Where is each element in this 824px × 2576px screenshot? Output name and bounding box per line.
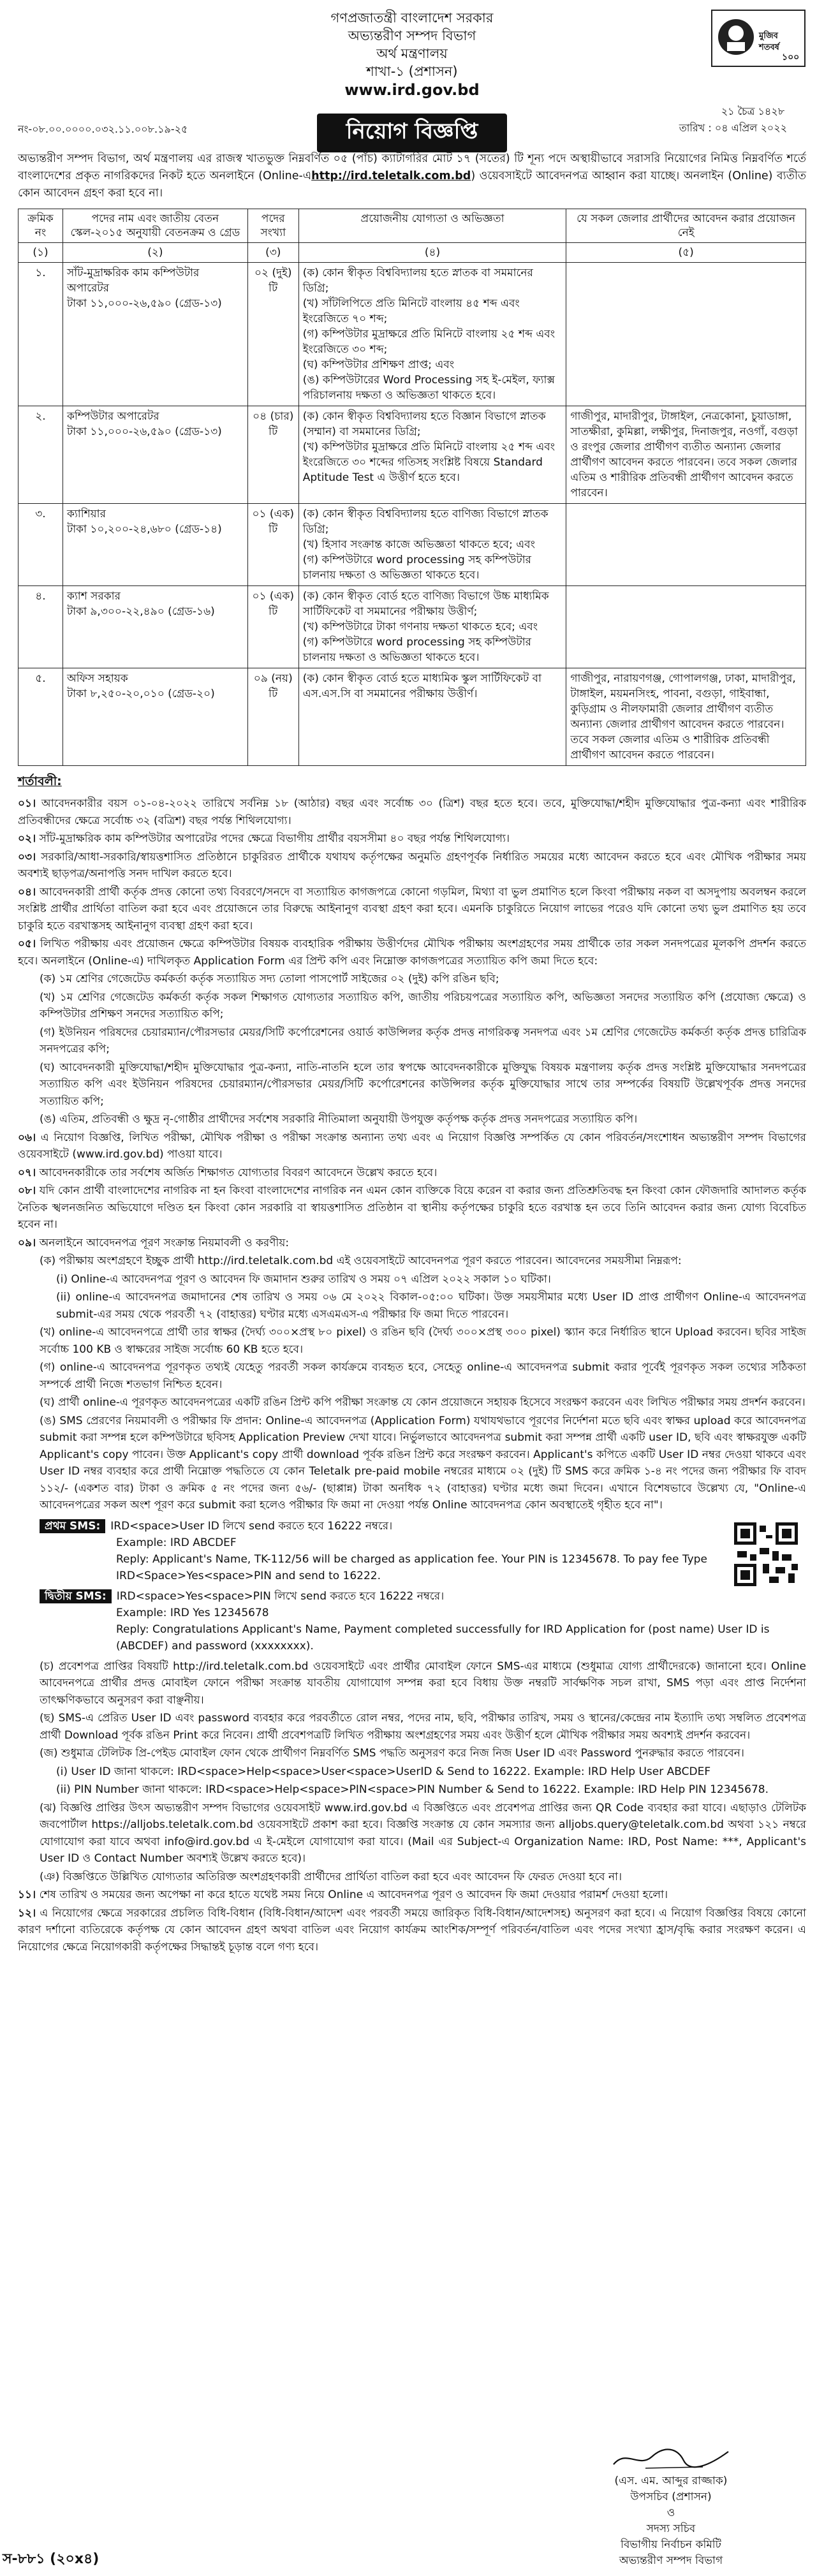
condition-clause <box>18 1324 806 1358</box>
col-header-sl: ক্রমিক নং <box>18 209 63 243</box>
footer-code: স-৮৮১ (২০x৪) <box>3 2551 99 2567</box>
condition-clause <box>18 1905 806 1956</box>
svg-text:শতবর্ষ: শতবর্ষ <box>759 43 779 52</box>
condition-clause <box>18 1658 806 1709</box>
clause-text: আবেদনকারীকে তার সর্বশেষ অর্জিত শিক্ষাগত যোগ্যতার বিবরণ আবেদনে উল্লেখ করতে হবে। <box>39 1166 438 1179</box>
post-name: ক্যাশিয়ার <box>66 508 106 520</box>
condition-clause <box>18 1781 806 1799</box>
clause-number: ০৮। <box>18 1184 36 1197</box>
sms-second-command: IRD<space>Yes<space>PIN লিখে send করতে হবে 16222 নম্বরে। <box>116 1589 445 1603</box>
signatory-title-1: উপসচিব (প্রশাসন) <box>630 2491 712 2503</box>
condition-clause <box>18 1182 806 1233</box>
clause-text: আবেদনকারীর বয়স ০১-০৪-২০২২ তারিখে সর্বনিম্ন ১৮ (আঠার) বছর এবং সর্বোচ্চ ৩০ (ত্রিশ) বছর হতে হবে। তবে, মুক্তিযোদ্ধা/শহীদ মুক্তিযোদ্ধার পুত্র-কন্যা এবং শারীরিক প্রতিবন্ধীদের ক্ষেত্রে সর্বোচ্চ ৩২ (বত্রিশ) বছর পর্যন্ত শিথিলযোগ্য। <box>18 797 806 827</box>
sms-instructions <box>40 1518 806 1654</box>
condition-clause <box>18 1253 806 1270</box>
clause-number: ১২। <box>18 1906 36 1920</box>
qualification-item: (ক) কোন স্বীকৃত বিশ্ববিদ্যালয় হতে স্নাতক বা সমমানের ডিগ্রি; <box>302 267 533 295</box>
clause-text: (ক) ১ম শ্রেণির গেজেটেড কর্মকর্তা কর্তৃক সত্যায়িত সদ্য তোলা পাসপোর্ট সাইজের ০২ (দুই) কপি রঙিন ছবি; <box>40 973 499 985</box>
notice-page <box>18 9 806 1957</box>
clause-number: ০৩। <box>18 850 36 864</box>
clause-number: ০৭। <box>18 1166 36 1179</box>
sms-first-label: প্রথম SMS: <box>40 1519 105 1533</box>
clause-text: সাঁট-মুদ্রাক্ষরিক কাম কম্পিউটার অপারেটর পদের ক্ষেত্রে বিভাগীয় প্রার্থীর বয়সসীমা ৪০ বছর পর্যন্ত শিথিলযোগ্য। <box>39 832 510 845</box>
conditions-title: শর্তাবলী: <box>18 774 62 788</box>
signatory-title-4: বিভাগীয় নির্বাচন কমিটি <box>621 2538 721 2551</box>
qualification-item: (গ) কম্পিউটারে word processing সহ কম্পিউটার চালনায় দক্ষতা ও অভিজ্ঞতা থাকতে হবে। <box>302 554 532 582</box>
qr-code-icon[interactable] <box>731 1519 801 1589</box>
date-bangla: ২১ চৈত্র ১৪২৮ <box>721 105 785 117</box>
col-header-excluded: যে সকল জেলার প্রার্থীদের আবেদন করার প্রয়োজন নেই <box>566 209 806 243</box>
cell-excluded-districts: গাজীপুর, মাদারীপুর, টাঙ্গাইল, নেত্রকোনা, চুয়াডাঙ্গা, সাতক্ষীরা, কুমিল্লা, লক্ষীপুর, দিনাজপুর, নওগাঁ, বগুড়া ও রংপুর জেলার প্রার্থীগণ ব্যতীত অন্যান্য জেলার প্রার্থীগণ আবেদন করতে পারবেন। তবে সকল জেলার এতিম ও শারীরিক প্রতিবন্ধী প্রার্থীগণ আবেদন করতে পারবেন। <box>566 406 806 504</box>
condition-clause <box>18 1111 806 1128</box>
cell-sl: ১. <box>18 263 63 406</box>
clause-text: (ঙ) এতিম, প্রতিবন্ধী ও ক্ষুদ্র নৃ-গোষ্ঠীর প্রার্থীদের সর্বশেষ সরকারি নীতিমালা অনুযায়ী উপযুক্ত কর্তৃপক্ষ কর্তৃক প্রদত্ত সনদপত্রের সত্যায়িত কপি। <box>40 1113 638 1126</box>
signature-block <box>575 2443 767 2569</box>
cell-excluded-districts <box>566 504 806 586</box>
clause-text: সরকারি/আধা-সরকারি/স্বায়ত্তশাসিত প্রতিষ্ঠানে চাকুরিরত প্রার্থীকে যথাযথ কর্তৃপক্ষের অনুমতি গ্রহণপূর্বক নির্ধারিত সময়ের মধ্যে আবেদন করতে হবে এবং মৌখিক পরীক্ষার সময় অবশ্যই ছাড়পত্র/অনাপত্তি সনদ দাখিল করতে হবে। <box>18 850 806 880</box>
clause-text: এ নিয়োগ বিজ্ঞপ্তি, লিখিত পরীক্ষা, মৌখিক পরীক্ষা ও পরীক্ষা সংক্রান্ত অন্যান্য তথ্য এবং এ নিয়োগ বিজ্ঞপ্তি সম্পর্কিত যে কোন পরিবর্তন/সংশোধন অভ্যন্তরীণ সম্পদ বিভাগের ওয়েবসাইটে (www.ird.gov.bd) পাওয়া যাবে। <box>18 1131 806 1161</box>
clause-text: (ঝ) বিজ্ঞপ্তি প্রাপ্তির উৎস অভ্যন্তরীণ সম্পদ বিভাগের ওয়েবসাইট www.ird.gov.bd এ বিজ্ঞপ্তিতে এবং প্রবেশপত্র প্রাপ্তির জন্য QR Code ব্যবহার করা যাবে। এছাড়াও টেলিটক জবপোর্টাল https://alljobs.teletalk.com.bd ওয়েবসাইটে প্রকাশ করা হবে। বিজ্ঞপ্তি সংক্রান্ত যে কোন সমস্যার জন্য alljobs.query@teletalk.com.bd অথবা ১২১ নম্বরে যোগাযোগ করা যাবে অথবা info@ird.gov.bd এ ই-মেইলে যোগাযোগ করা যাবে। (Mail এর Subject-এ Organization Name: IRD, Post Name: ***, Applicant's User ID ও Contact Number অবশ্যই উল্লেখ করতে হবে)। <box>40 1801 806 1865</box>
signatory-title-2: ও <box>666 2506 675 2519</box>
clause-number: ০১। <box>18 797 36 810</box>
condition-clause <box>18 1710 806 1744</box>
qualification-item: (খ) সাঁটলিপিতে প্রতি মিনিটে বাংলায় ৪৫ শব্দ এবং ইংরেজিতে ৭০ শব্দ; <box>302 297 520 325</box>
table-row <box>18 504 806 586</box>
cell-sl: ৫. <box>18 668 63 766</box>
table-row <box>18 586 806 668</box>
clause-text: এ নিয়োগের ক্ষেত্রে সরকারের প্রচলিত বিধি-বিধান (বিধি-বিধান/আদেশ এবং পরবর্তী সময়ে জারিকৃত বিধি-বিধান/আদেশসহ) অনুসরণ করা হবে। এ নিয়োগ বিজ্ঞপ্তির বিষয়ে কোনো কারণ দর্শানো ব্যতিরেকে কর্তৃপক্ষ যে কোন আবেদন গ্রহণ অথবা বাতিল এবং নিয়োগ কার্যক্রম আংশিক/সম্পূর্ণ পরিবর্তন/বাতিল এবং পদের সংখ্যা হ্রাস/বৃদ্ধি করার সংরক্ষণ করেন। এ নিয়োগের ক্ষেত্রে নিয়োগকারী কর্তৃপক্ষের সিদ্ধান্তই চূড়ান্ত বলে গণ্য হবে। <box>18 1906 806 1954</box>
clause-text: (ঞ) বিজ্ঞপ্তিতে উল্লিখিত যোগ্যতার অতিরিক্ত অংশগ্রহণকারী প্রার্থীদের প্রার্থিতা বাতিল করা হবে এবং আবেদন ফি ফেরত দেওয়া হবে না। <box>40 1870 622 1883</box>
clause-text: (গ) online-এ আবেদনপত্র পূরণকৃত তথ্যই যেহেতু পরবর্তী সকল কার্যক্রমে ব্যবহৃত হবে, সেহেতু online-এ আবেদনপত্র submit করার পূর্বেই পূরণকৃত সকল তথ্যের সঠিকতা সম্পর্কে প্রার্থী নিজে শতভাগ নিশ্চিত হবেন। <box>40 1361 806 1391</box>
qualification-item: (ঙ) কম্পিউটারের Word Processing সহ ই-মেইল, ফ্যাক্স পরিচালনায় দক্ষতা ও অভিজ্ঞতা থাকতে হবে। <box>302 374 555 402</box>
gov-title: গণপ্রজাতন্ত্রী বাংলাদেশ সরকার <box>330 10 494 26</box>
condition-clause <box>18 1289 806 1323</box>
condition-clause <box>18 1059 806 1110</box>
cell-sl: ৩. <box>18 504 63 586</box>
qualification-item: (ঘ) কম্পিউটার প্রশিক্ষণ প্রাপ্ত; এবং <box>302 358 455 371</box>
clause-number: ১১। <box>18 1888 36 1901</box>
condition-clause <box>18 1763 806 1781</box>
clause-number: ০২। <box>18 832 36 845</box>
clause-text: (চ) প্রবেশপত্র প্রাপ্তির বিষয়টি http://ird.teletalk.com.bd ওয়েবসাইটে এবং প্রার্থীর মোবাইল ফোনে SMS-এর মাধ্যমে (শুধুমাত্র যোগ্য প্রার্থীদেরকে) জানানো হবে। Online আবেদনপত্রে প্রার্থীর প্রদত্ত মোবাইল ফোনে পরীক্ষা সংক্রান্ত যাবতীয় যোগাযোগ সম্পন্ন করা হবে বিধায় উক্ত নম্বরটি সার্বক্ষণিক সচল রাখা, SMS পড়া এবং প্রাপ্ত নির্দেশনা তাৎক্ষণিকভাবে অনুসরণ করা বাঞ্ছনীয়। <box>40 1660 806 1707</box>
table-row <box>18 406 806 504</box>
teletalk-link[interactable]: http://ird.teletalk.com.bd <box>311 170 471 182</box>
qualification-item: (গ) কম্পিউটারে word processing সহ কম্পিউটার চালনায় দক্ষতা ও অভিজ্ঞতা থাকতে হবে। <box>302 636 532 664</box>
condition-clause <box>18 1024 806 1058</box>
post-scale: টাকা ১০,২০০-২৪,৬৮০ (গ্রেড-১৪) <box>66 523 222 536</box>
cell-post <box>63 504 247 586</box>
clause-text: (ঘ) আবেদনকারী মুক্তিযোদ্ধা/শহীদ মুক্তিযোদ্ধার পুত্র-কন্যা, নাতি-নাতনি হলে তার স্বপক্ষে আবেদনকারীকে মুক্তিযুদ্ধ বিষয়ক মন্ত্রণালয় কর্তৃক প্রদত্ত সংশ্লিষ্ট মুক্তিযোদ্ধার সনদপত্রের সত্যায়িত কপি এবং ইউনিয়ন পরিষদের চেয়ারম্যান/পৌরসভার মেয়র/সিটি কর্পোরেশনের কাউন্সিলর কর্তৃক মুক্তিযোদ্ধার সাথে তার সম্পর্কের বিষয়টি উল্লেখপূর্বক প্রদত্ত সনদের সত্যায়িত কপি; <box>40 1061 806 1108</box>
clause-text: (খ) online-এ আবেদনপত্রে প্রার্থী তার স্বাক্ষর (দৈর্ঘ্য ৩০০×প্রস্থ ৮০ pixel) ও রঙিন ছবি (দৈর্ঘ্য ৩০০×প্রস্থ ৩০০ pixel) স্ক্যান করে নির্ধারিত স্থানে Upload করবেন। ছবির সাইজ সর্বোচ্চ 100 KB ও স্বাক্ষরের সাইজ সর্বোচ্চ 60 KB হতে হবে। <box>40 1326 806 1356</box>
sms-second-example: Example: IRD Yes 12345678 <box>116 1606 269 1619</box>
condition-clause <box>18 1359 806 1393</box>
sms-second-reply: Reply: Congratulations Applicant's Name, Payment completed successfully for IRD Application for (post name) User ID is (ABCDEF) and password (xxxxxxxx). <box>116 1623 770 1652</box>
col-header-count: পদের সংখ্যা <box>247 209 298 243</box>
sms-second-label: দ্বিতীয় SMS: <box>40 1589 112 1603</box>
post-scale: টাকা ৯,৩০০-২২,৪৯০ (গ্রেড-১৬) <box>66 605 215 618</box>
qualification-item: (খ) কম্পিউটারে টাকা গণনায় দক্ষতা থাকতে হবে; এবং <box>302 621 538 633</box>
table-index-row: (১) (২) (৩) (৪) (৫) <box>18 243 806 263</box>
condition-clause <box>18 1887 806 1904</box>
clause-text: (গ) ইউনিয়ন পরিষদের চেয়ারম্যান/পৌরসভার মেয়র/সিটি কর্পোরেশনের ওয়ার্ড কাউন্সিলর কর্তৃক প্রদত্ত নাগরিকত্ব সনদপত্র এবং ১ম শ্রেণির গেজেটেড কর্মকর্তা কর্তৃক প্রদত্ত চারিত্রিক সনদপত্রের কপি; <box>40 1026 806 1056</box>
mujib-year-logo-icon <box>710 9 806 68</box>
condition-clause <box>18 795 806 829</box>
condition-clause <box>18 989 806 1023</box>
clause-text: (ii) PIN Number জানা থাকলে: IRD<space>Help<space>PIN<space>PIN Number & Send to 16222. Example: IRD Help PIN 12345678. <box>56 1783 769 1796</box>
condition-clause <box>18 936 806 969</box>
cell-post <box>63 406 247 504</box>
reference-row <box>18 103 806 144</box>
website-link[interactable]: www.ird.gov.bd <box>344 81 480 99</box>
cell-count: ০১ (এক) টি <box>247 504 298 586</box>
condition-clause <box>18 1235 806 1252</box>
condition-clause <box>18 1745 806 1762</box>
clause-text: (i) User ID জানা থাকলে: IRD<space>Help<space>User<space>UserID & Send to 16222. Example: IRD Help User ABCDEF <box>56 1765 711 1778</box>
post-name: কম্পিউটার অপারেটর <box>66 410 159 423</box>
conditions-list-continued <box>18 1658 806 1956</box>
qualification-item: (ক) কোন স্বীকৃত বিশ্ববিদ্যালয় হতে বিজ্ঞান বিভাগে স্নাতক (সম্মান) বা সমমানের ডিগ্রি; <box>302 410 546 438</box>
clause-text: (জ) শুধুমাত্র টেলিটক প্রি-পেইড মোবাইল ফোন থেকে প্রার্থীগণ নিম্নবর্ণিত SMS পদ্ধতি অনুসরণ করে নিজ নিজ User ID এবং Password পুনরুদ্ধার করতে পারবেন। <box>40 1747 744 1760</box>
svg-text:মুজিব: মুজিব <box>759 31 778 41</box>
memo-number: নং-০৮.০০.০০০০.০৩২.১১.০০৮.১৯-২৫ <box>18 123 188 135</box>
clause-number: ০৪। <box>18 885 36 899</box>
post-scale: টাকা ১১,০০০-২৬,৫৯০ (গ্রেড-১৩) <box>66 297 222 310</box>
signatory-name: (এস. এম. আব্দুর রাজ্জাক) <box>614 2475 728 2487</box>
condition-clause <box>18 1165 806 1182</box>
cell-qualification <box>298 668 566 766</box>
clause-text: অনলাইনে আবেদনপত্র পূরণ সংক্রান্ত নিয়মাবলী ও করণীয়: <box>39 1236 290 1249</box>
branch-name: শাখা-১ (প্রশাসন) <box>366 64 458 79</box>
cell-sl: ৪. <box>18 586 63 668</box>
cell-post <box>63 586 247 668</box>
condition-clause <box>18 1130 806 1163</box>
condition-clause <box>18 884 806 935</box>
post-scale: টাকা ১১,০০০-২৬,৫৯০ (গ্রেড-১৩) <box>66 425 222 438</box>
sms-first-command: IRD<space>User ID লিখে send করতে হবে 16222 নম্বরে। <box>110 1519 393 1533</box>
conditions-list <box>18 795 806 1514</box>
clause-text: শেষ তারিখ ও সময়ের জন্য অপেক্ষা না করে হাতে যথেষ্ট সময় নিয়ে Online এ আবেদনপত্র পূরণ ও আবেদন ফি জমা দেওয়ার পরামর্শ দেওয়া হলো। <box>39 1888 668 1901</box>
clause-text: আবেদনকারী প্রার্থী কর্তৃক প্রদত্ত কোনো তথ্য বিবরণে/সনদে বা সত্যায়িত কাগজপত্রে কোনো গড়মিল, মিথ্যা বা ভুল প্রমাণিত হলে কিংবা পরীক্ষায় নকল বা অসদুপায় অবলম্বন করলে সংশ্লিষ্ট প্রার্থীর প্রার্থিতা বাতিল করা হবে এবং প্রয়োজনে তার বিরুদ্ধে আইনানুগ ব্যবস্থা গ্রহণ করা হবে। এমনকি চাকুরিতে নিয়োগ লাভের পরেও যদি কোনো তথ্য ভুল প্রমাণিত হয় তবে চাকুরি হতে বরখাস্তসহ আইনানুগ ব্যবস্থা গ্রহণ করা হবে। <box>18 885 807 932</box>
qualification-item: (ক) কোন স্বীকৃত বোর্ড হতে মাধ্যমিক স্কুল সার্টিফিকেট বা এস.এস.সি বা সমমানের পরীক্ষায় উত্তীর্ণ। <box>302 672 542 700</box>
clause-number: ০৬। <box>18 1131 36 1144</box>
sms-first-example: Example: IRD ABCDEF <box>116 1536 237 1549</box>
clause-number: ০৯। <box>18 1236 36 1249</box>
table-row <box>18 263 806 406</box>
clause-text: (i) Online-এ আবেদনপত্র পূরণ ও আবেদন ফি জমাদান শুরুর তারিখ ও সময় ০৭ এপ্রিল ২০২২ সকাল ১০ ঘটিকা। <box>56 1272 551 1286</box>
post-name: ক্যাশ সরকার <box>66 590 121 603</box>
ministry-name: অর্থ মন্ত্রণালয় <box>376 46 448 61</box>
condition-clause <box>18 830 806 848</box>
notice-title: নিয়োগ বিজ্ঞপ্তি <box>18 114 806 152</box>
condition-clause <box>18 1271 806 1288</box>
post-scale: টাকা ৮,২৫০-২০,০১০ (গ্রেড-২০) <box>66 688 215 700</box>
cell-count: ০৪ (চার) টি <box>247 406 298 504</box>
condition-clause <box>18 1800 806 1867</box>
qualification-item: (ক) কোন স্বীকৃত বিশ্ববিদ্যালয় হতে বাণিজ্য বিভাগে স্নাতক ডিগ্রি; <box>302 508 548 536</box>
clause-text: লিখিত পরীক্ষায় এবং প্রয়োজন ক্ষেত্রে কম্পিউটার বিষয়ক ব্যবহারিক পরীক্ষায় উত্তীর্ণদের মৌখিক পরীক্ষায় অংশগ্রহণের সময় প্রার্থীকে তার সকল সনদপত্রের মূলকপি প্রদর্শন করতে হবে। অনলাইনে (Online-এ) দাখিলকৃত Application Form এর প্রিন্ট কপি এবং নিম্নোক্ত কাগজপত্রের সত্যায়িত কপি জমা দিতে হবে: <box>18 938 806 968</box>
qualification-item: (গ) কম্পিউটার মুদ্রাক্ষরে প্রতি মিনিটে বাংলায় ২৫ শব্দ এবং ইংরেজিতে ৩০ শব্দ; <box>302 328 555 356</box>
qualification-item: (ক) কোন স্বীকৃত বোর্ড হতে বাণিজ্য বিভাগে উচ্চ মাধ্যমিক সার্টিফিকেট বা সমমানের পরীক্ষায় উত্তীর্ণ; <box>302 590 549 618</box>
cell-excluded-districts: গাজীপুর, নারায়ণগঞ্জ, গোপালগঞ্জ, ঢাকা, মাদারীপুর, টাঙ্গাইল, ময়মনসিংহ, পাবনা, বগুড়া, গাইবান্ধা, কুড়িগ্রাম ও নীলফামারী জেলার প্রার্থীগণ ব্যতীত অন্যান্য জেলার প্রার্থীগণ আবেদন করতে পারবেন। তবে সকল জেলার এতিম ও শারীরিক প্রতিবন্ধী প্রার্থীগণ আবেদন করতে পারবেন। <box>566 668 806 766</box>
condition-clause <box>18 1394 806 1411</box>
table-row <box>18 668 806 766</box>
date-label: তারিখ : <box>679 122 712 134</box>
cell-excluded-districts <box>566 263 806 406</box>
cell-count: ০২ (দুই) টি <box>247 263 298 406</box>
clause-text: (ঙ) SMS প্রেরণের নিয়মাবলী ও পরীক্ষার ফি প্রদান: Online-এ আবেদনপত্র (Application Form) যথাযথভাবে পূরণের নির্দেশনা মতে ছবি এবং স্বাক্ষর upload করে আবেদনপত্র submit করা সম্পন্ন হলে কম্পিউটারে ছবিসহ Application Preview দেখা যাবে। নির্ভুলভাবে আবেদনপত্র submit করা সম্পন্ন প্রার্থী একটি user ID, ছবি এবং স্বাক্ষরযুক্ত একটি Applicant's copy পাবেন। উক্ত Applicant's copy প্রার্থী download পূর্বক রঙিন প্রিন্ট করে সংরক্ষণ করবেন। Applicant's কপিতে একটি User ID নম্বর দেওয়া থাকবে এবং User ID নম্বর ব্যবহার করে প্রার্থী নিম্নোক্ত পদ্ধতিতে যে কোন Teletalk pre-paid mobile নম্বরের মাধ্যমে ০২ (দুই) টি SMS করে ক্রমিক ১-৪ নং পদের জন্য পরীক্ষার ফি বাবদ ১১২/- (একশত বার) টাকা ও ক্রমিক ৫ নং পদের জন্য ৫৬/- (ছাপ্পান্ন) টাকা অনধিক ৭২ (বাহাত্তর) ঘণ্টার মধ্যে জমা দিবেন। এখানে বিশেষভাবে উল্লেখ্য যে, "Online-এ আবেদনপত্রের সকল অংশ পূরণ করে submit করা হলেও পরীক্ষার ফি জমা না দেওয়া পর্যন্ত Online আবেদনপত্র কোন অবস্থাতেই গৃহীত হবে না"। <box>40 1414 806 1512</box>
clause-text: (ছ) SMS-এ প্রেরিত User ID এবং password ব্যবহার করে পরবর্তীতে রোল নম্বর, পদের নাম, ছবি, পরীক্ষার তারিখ, সময় ও স্থানের/কেন্দ্রের নাম ইত্যাদি তথ্য সম্বলিত প্রবেশপত্র প্রার্থী Download পূর্বক রঙিন Print করে নিবেন। প্রার্থী প্রবেশপত্রটি লিখিত পরীক্ষায় অংশগ্রহণের সময় এবং উত্তীর্ণ হলে মৌখিক পরীক্ষার সময় অবশ্যই প্রদর্শন করবেন। <box>40 1712 806 1742</box>
sms-first-reply: Reply: Applicant's Name, TK-112/56 will be charged as application fee. Your PIN is 12345678. To pay fee Type IRD<Space>Yes<space>PIN and send to 16222. <box>116 1552 707 1582</box>
signatory-title-5: অভ্যন্তরীণ সম্পদ বিভাগ <box>619 2554 723 2567</box>
qualification-item: (খ) কম্পিউটার মুদ্রাক্ষরে প্রতি মিনিটে বাংলায় ২৫ শব্দ এবং ইংরেজিতে ৩০ শব্দের গতিসহ সংশ্লিষ্ট বিষয়ে Standard Aptitude Test এ উত্তীর্ণ হতে হবে। <box>302 441 555 484</box>
condition-clause <box>18 849 806 883</box>
post-name: অফিস সহায়ক <box>66 672 128 685</box>
condition-clause <box>18 971 806 988</box>
condition-clause <box>18 1869 806 1886</box>
table-header-row <box>18 209 806 243</box>
posts-table <box>18 209 806 766</box>
cell-qualification <box>298 586 566 668</box>
clause-text: যদি কোন প্রার্থী বাংলাদেশের নাগরিক না হন কিংবা বাংলাদেশের নাগরিক নন এমন কোন ব্যক্তিকে বিয়ে করেন বা করার জন্য প্রতিশ্রুতিবদ্ধ হন কিংবা কোন ফৌজদারি আদালত কর্তৃক নৈতিক স্খলনজনিত অভিযোগে দণ্ডিত হন কিংবা কোন সরকারি বা স্বায়ত্তশাসিত প্রতিষ্ঠান বা স্থানীয় কর্তৃপক্ষের চাকুরি হতে বরখাস্ত হন তবে তিনি আবেদন করার জন্য যোগ্য বিবেচিত হবেন না। <box>18 1184 806 1231</box>
col-header-post: পদের নাম এবং জাতীয় বেতন স্কেল-২০১৫ অনুযায়ী বেতনক্রম ও গ্রেড <box>63 209 247 243</box>
post-name: সাঁট-মুদ্রাক্ষরিক কাম কম্পিউটার অপারেটর <box>66 267 200 295</box>
qualification-item: (খ) হিসাব সংক্রান্ত কাজে অভিজ্ঞতা থাকতে হবে; এবং <box>302 538 535 551</box>
cell-qualification <box>298 406 566 504</box>
cell-sl: ২. <box>18 406 63 504</box>
clause-number: ০৫। <box>18 938 36 950</box>
cell-qualification <box>298 263 566 406</box>
intro-paragraph: অভ্যন্তরীণ সম্পদ বিভাগ, অর্থ মন্ত্রণালয় এর রাজস্ব খাতভুক্ত নিম্নবর্ণিত ০৫ (পাঁচ) ক্যাটাগরির মোট ১৭ (সতের) টি শূন্য পদে অস্থায়ীভাবে সরাসরি নিয়োগের নিমিত্ত নিম্নবর্ণিত শর্তে বাংলাদেশের প্রকৃত নাগরিকদের নিকট হতে অনলাইনে (Online-এhttp://ird.teletalk.com.bd) ওয়েবসাইটে আবেদনপত্র আহ্বান করা যাচ্ছে। অনলাইন (Online) ব্যতীত কোন আবেদন গ্রহণ করা হবে না। <box>18 152 806 200</box>
date-block <box>679 103 787 136</box>
clause-text: (খ) ১ম শ্রেণির গেজেটেড কর্মকর্তা কর্তৃক সকল শিক্ষাগত যোগ্যতার সত্যায়িত কপি, জাতীয় পরিচয়পত্রের সত্যায়িত কপি, অভিজ্ঞতা সনদের সত্যায়িত কপি (প্রযোজ্য ক্ষেত্রে) ও কম্পিউটার প্রশিক্ষণ সনদের সত্যায়িত কপি; <box>40 990 806 1020</box>
col-header-qualification: প্রয়োজনীয় যোগ্যতা ও অভিজ্ঞতা <box>298 209 566 243</box>
clause-text: (ঘ) প্রার্থী online-এ পূরণকৃত আবেদনপত্রের একটি রঙিন প্রিন্ট কপি পরীক্ষা সংক্রান্ত যে কোন প্রয়োজনে সহায়ক হিসেবে সংরক্ষণ করবেন এবং লিখিত পরীক্ষার সময় প্রদর্শন করবেন। <box>40 1396 806 1409</box>
clause-text: (ক) পরীক্ষায় অংশগ্রহণে ইচ্ছুক প্রার্থী http://ird.teletalk.com.bd এই ওয়েবসাইটে আবেদনপত্র পূরণ করতে পারবেন। আবেদনের সময়সীমা নিম্নরূপ: <box>40 1255 682 1267</box>
signatory-title-3: সদস্য সচিব <box>646 2522 696 2535</box>
cell-post <box>63 668 247 766</box>
division-name: অভ্যন্তরীণ সম্পদ বিভাগ <box>348 28 476 43</box>
cell-qualification <box>298 504 566 586</box>
cell-count: ০৯ (নয়) টি <box>247 668 298 766</box>
cell-excluded-districts <box>566 586 806 668</box>
cell-count: ০১ (এক) টি <box>247 586 298 668</box>
signature-icon <box>575 2443 767 2473</box>
condition-clause <box>18 1413 806 1514</box>
cell-post <box>63 263 247 406</box>
letterhead <box>18 9 806 99</box>
svg-text:১০০: ১০০ <box>782 52 800 63</box>
clause-text: (ii) online-এ আবেদনপত্র জমাদানের শেষ তারিখ ও সময় ০৬ মে ২০২২ বিকাল-০৫:০০ ঘটিকা। উক্ত সময়সীমার মধ্যে User ID প্রাপ্ত প্রার্থীগণ Online-এ আবেদনপত্র submit-এর সময় থেকে পরবর্তী ৭২ (বাহাত্তর) ঘণ্টার মধ্যে এসএমএস-এ পরীক্ষার ফি জমা দিতে পারবেন। <box>56 1291 806 1321</box>
date-english: ০৪ এপ্রিল ২০২২ <box>714 122 787 134</box>
